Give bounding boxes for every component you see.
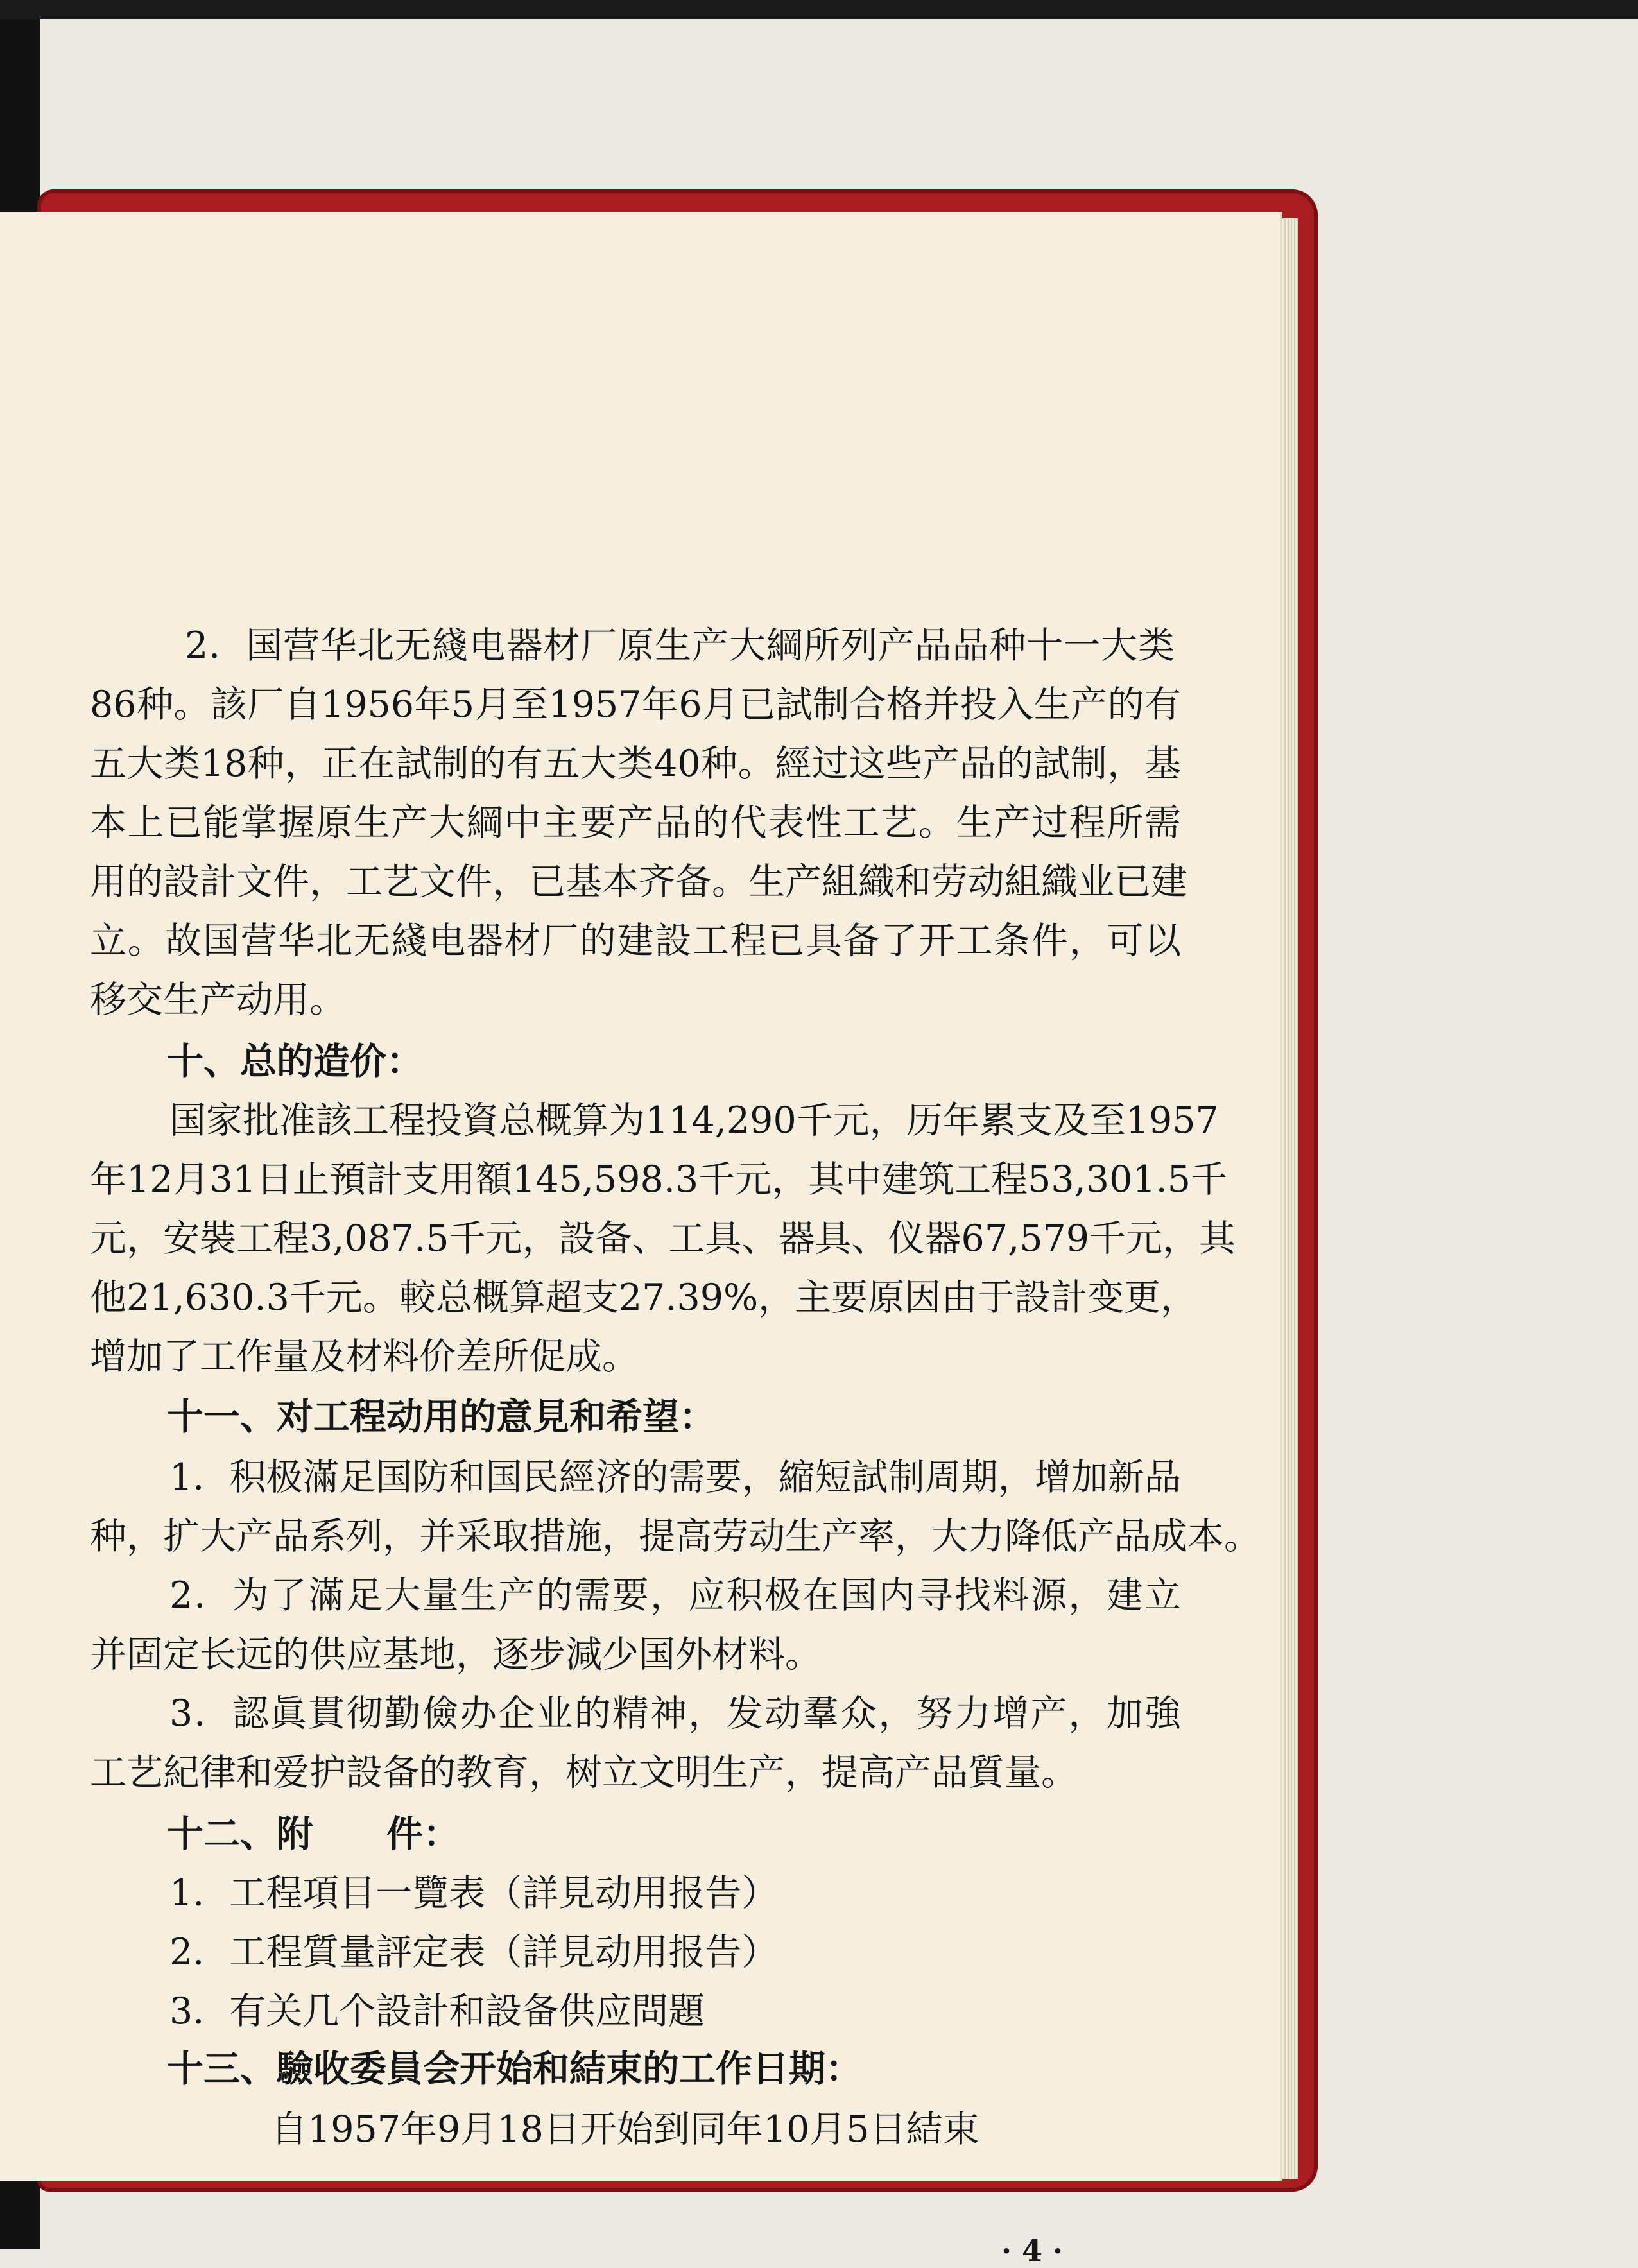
page-number: · 4 · [1001, 2233, 1064, 2268]
section-13-text: 自1957年9月18日开始到同年10月5日結束 [271, 2108, 979, 2151]
text-line: 2．为了滿足大量生产的需要，应积极在国内寻找料源，建立 [169, 1574, 1181, 1617]
text-line: 种，扩大产品系列，并采取措施，提高劳动生产率，大力降低产品成本。 [90, 1515, 1261, 1558]
section-11-heading: 十一、对工程动用的意見和希望： [167, 1396, 716, 1438]
text-line: 移交生产动用。 [90, 979, 346, 1021]
page-stack-edge [1282, 218, 1298, 2179]
text-line: 增加了工作量及材料价差所促成。 [90, 1336, 639, 1378]
scan-top-edge [0, 0, 1638, 19]
text-line: 并固定长远的供应基地，逐步減少国外材料。 [90, 1633, 822, 1676]
attachment-item: 3．有关几个設計和設备供应問題 [169, 1990, 705, 2032]
text-line: 3．認眞貫彻勤儉办企业的精神，发动羣众，努力增产，加強 [169, 1692, 1181, 1735]
section-12-heading: 十二、附 件： [167, 1813, 460, 1855]
attachment-item: 1．工程項目一覽表（詳見动用报告） [169, 1872, 779, 1914]
document-page [0, 212, 1282, 2268]
attachment-item: 2．工程質量評定表（詳見动用报告） [169, 1931, 779, 1973]
text-line: 五大类18种，正在試制的有五大类40种。經过这些产品的試制，基 [90, 743, 1181, 785]
text-line: 他21,630.3千元。較总概算超支27.39%，主要原因由于設計变更， [90, 1276, 1198, 1319]
text-line: 立。故国营华北无綫电器材厂的建設工程已具备了开工条件，可以 [90, 920, 1181, 962]
text-line: 86种。該厂自1956年5月至1957年6月已試制合格并投入生产的有 [90, 683, 1181, 726]
text-line: 国家批准該工程投資总概算为114,290千元，历年累支及至1957 [169, 1099, 1219, 1142]
text-line: 工艺紀律和爱护設备的教育，树立文明生产，提高产品質量。 [90, 1751, 1078, 1794]
text-line: 元，安裝工程3,087.5千元，設备、工具、器具、仪器67,579千元，其 [90, 1217, 1236, 1260]
text-line: 本上已能掌握原生产大綱中主要产品的代表性工艺。生产过程所需 [90, 802, 1181, 844]
text-line: 1．积极滿足国防和国民經济的需要，縮短試制周期，增加新品 [169, 1456, 1181, 1499]
text-line: 年12月31日止預計支用額145,598.3千元，其中建筑工程53,301.5千 [90, 1158, 1227, 1201]
section-13-heading: 十三、驗收委員会开始和結束的工作日期： [167, 2048, 862, 2090]
section-10-heading: 十、总的造价： [167, 1040, 423, 1083]
text-line: 2．国营华北无綫电器材厂原生产大綱所列产品品种十一大类 [185, 624, 1175, 667]
text-line: 用的設計文件，工艺文件，已基本齐备。生产組織和劳动組織业已建 [90, 861, 1187, 903]
